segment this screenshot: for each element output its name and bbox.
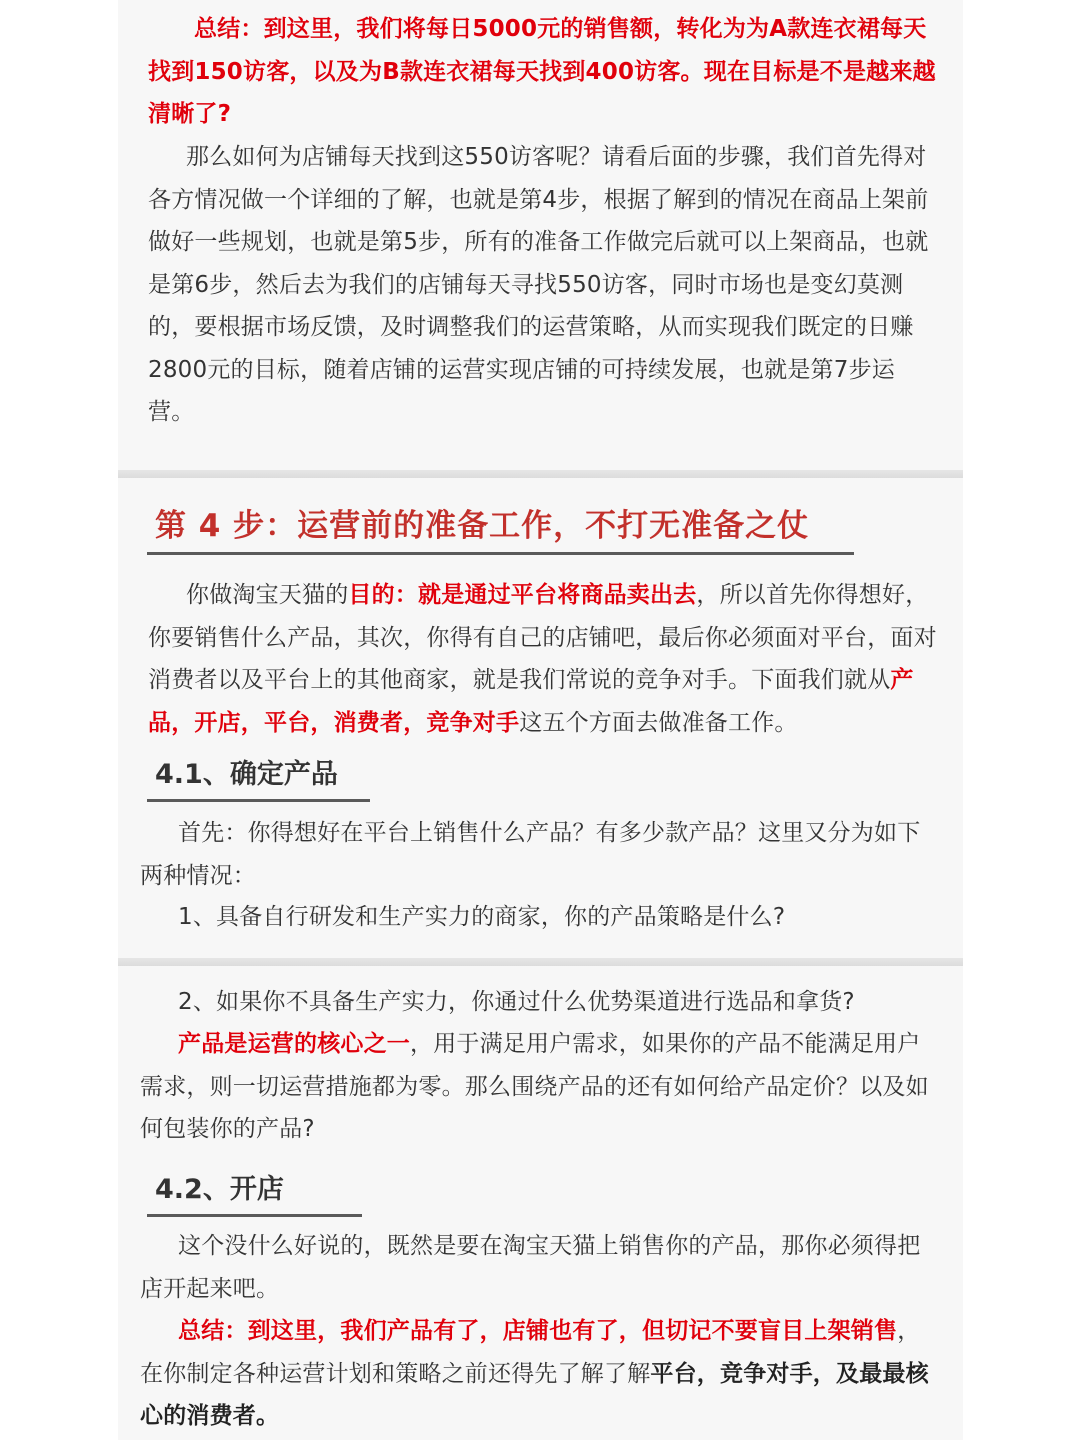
section-4-1-text1: 首先：你得想好在平台上销售什么产品？有多少款产品？这里又分为如下两种情况： — [140, 820, 921, 889]
summary2-bold: 平台，竞争对手，及最最核心的消费者。 — [140, 1360, 929, 1429]
summary-text: 总结：到这里，我们将每日5000元的销售额，转化为为A款连衣裙每天找到150访客，以及为B款连衣裙每天找到400访客。现在目标是不是越来越清晰了? — [148, 16, 936, 127]
intro-paragraph — [148, 136, 938, 434]
step4-intro-e: 这五个方面去做准备工作。 — [519, 709, 798, 736]
step4-intro-c: ，所以首先你得想好，你要销售什么产品，其次，你得有自己的店铺吧，最后你必须面对平台，面对消费者以及平台上的其他商家，就是我们常说的竞争对手。下面我们就从 — [148, 582, 937, 693]
section-4-1-para2-text: ，用于满足用户需求，如果你的产品不能满足用户需求，则一切运营措施都为零。那么围绕产品的还有如何给产品定价？以及如何包装你的产品? — [140, 1031, 929, 1142]
step4-heading: 第 4 步：运营前的准备工作，不打无准备之仗 — [155, 508, 810, 544]
section-4-2-summary — [140, 1310, 938, 1438]
section-4-2-underline — [147, 1214, 362, 1217]
step4-aspects-highlight: 产品，开店，平台，消费者，竞争对手 — [148, 667, 914, 736]
step4-heading-underline — [147, 552, 854, 555]
section-divider-2 — [118, 958, 963, 966]
section-4-2-para1 — [140, 1225, 938, 1310]
section-divider — [118, 470, 963, 478]
section-4-2-text1: 这个没什么好说的，既然是要在淘宝天猫上销售你的产品，那你必须得把店开起来吧。 — [140, 1233, 921, 1302]
section-4-2-heading: 4.2、开店 — [155, 1174, 284, 1205]
summary-paragraph — [148, 8, 938, 136]
section-4-1-item2 — [178, 981, 938, 1024]
step4-intro-paragraph — [148, 574, 938, 744]
section-4-1-para1 — [140, 812, 938, 897]
section-4-1-item1-text: 1、具备自行研发和生产实力的商家，你的产品策略是什么? — [178, 904, 786, 930]
section-4-1-item2-text: 2、如果你不具备生产实力，你通过什么优势渠道进行选品和拿货? — [178, 989, 855, 1015]
summary2-text: ，在你制定各种运营计划和策略之前还得先了解了解 — [140, 1318, 921, 1387]
step4-goal-highlight: 目的：就是通过平台将商品卖出去 — [348, 582, 697, 608]
section-4-1-item1 — [178, 896, 938, 939]
summary2-highlight: 总结：到这里，我们产品有了，店铺也有了，但切记不要盲目上架销售 — [178, 1318, 898, 1344]
section-4-1-para2 — [140, 1023, 938, 1151]
step4-intro-a: 你做淘宝天猫的 — [186, 582, 349, 608]
section-4-1-underline — [147, 799, 370, 802]
product-core-highlight: 产品是运营的核心之一 — [178, 1031, 410, 1057]
intro-text: 那么如何为店铺每天找到这550访客呢？请看后面的步骤，我们首先得对各方情况做一个详细的了解，也就是第4步，根据了解到的情况在商品上架前做好一些规划，也就是第5步，所有的准备工作做完后就可以上架商品，也就是第6步，然后去为我们的店铺每天寻找550访客，同时市场也是变幻莫测的，要根据市场反馈，及时调整我们的运营策略，从而实现我们既定的日赚2800元的目标，随着店铺的运营实现店铺的可持续发展，也就是第7步运营。 — [148, 144, 929, 425]
section-4-1-heading: 4.1、确定产品 — [155, 759, 338, 790]
